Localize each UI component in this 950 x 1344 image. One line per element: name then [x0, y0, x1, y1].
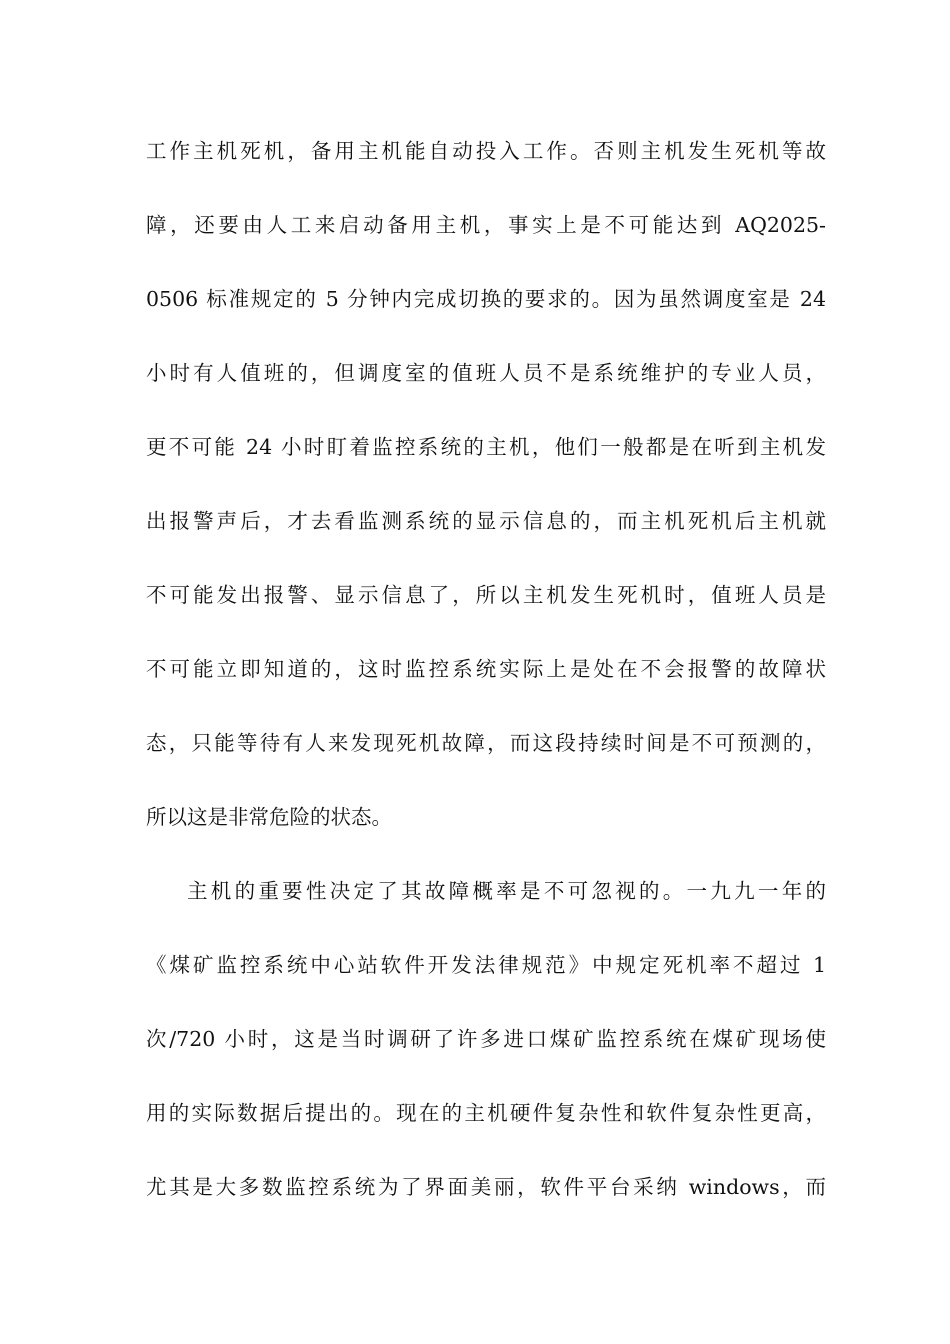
text-line: 不可能立即知道的，这时监控系统实际上是处在不会报警的故障状: [146, 657, 826, 681]
text-line: 工作主机死机，备用主机能自动投入工作。否则主机发生死机等故: [146, 139, 826, 163]
text-line: 0506 标准规定的 5 分钟内完成切换的要求的。因为虽然调度室是 24: [146, 287, 826, 311]
text-line: 用的实际数据后提出的。现在的主机硬件复杂性和软件复杂性更高，: [146, 1101, 826, 1125]
text-line: 尤其是大多数监控系统为了界面美丽，软件平台采纳 windows，而: [146, 1175, 826, 1199]
text-line: 障，还要由人工来启动备用主机，事实上是不可能达到 AQ2025-: [146, 213, 826, 237]
text-line: 态，只能等待有人来发现死机故障，而这段持续时间是不可预测的，: [146, 731, 826, 755]
text-line: 不可能发出报警、显示信息了，所以主机发生死机时，值班人员是: [146, 583, 826, 607]
text-line: 出报警声后，才去看监测系统的显示信息的，而主机死机后主机就: [146, 509, 826, 533]
text-line: 主机的重要性决定了其故障概率是不可忽视的。一九九一年的: [187, 879, 826, 903]
body-text: [146, 131, 826, 1241]
text-line: 小时有人值班的，但调度室的值班人员不是系统维护的专业人员，: [146, 361, 826, 385]
text-line: 所以这是非常危险的状态。: [146, 805, 392, 829]
text-line: 《煤矿监控系统中心站软件开发法律规范》中规定死机率不超过 1: [146, 953, 826, 977]
text-line: 次/720 小时，这是当时调研了许多进口煤矿监控系统在煤矿现场使: [146, 1027, 826, 1051]
text-line: 更不可能 24 小时盯着监控系统的主机，他们一般都是在听到主机发: [146, 435, 826, 459]
